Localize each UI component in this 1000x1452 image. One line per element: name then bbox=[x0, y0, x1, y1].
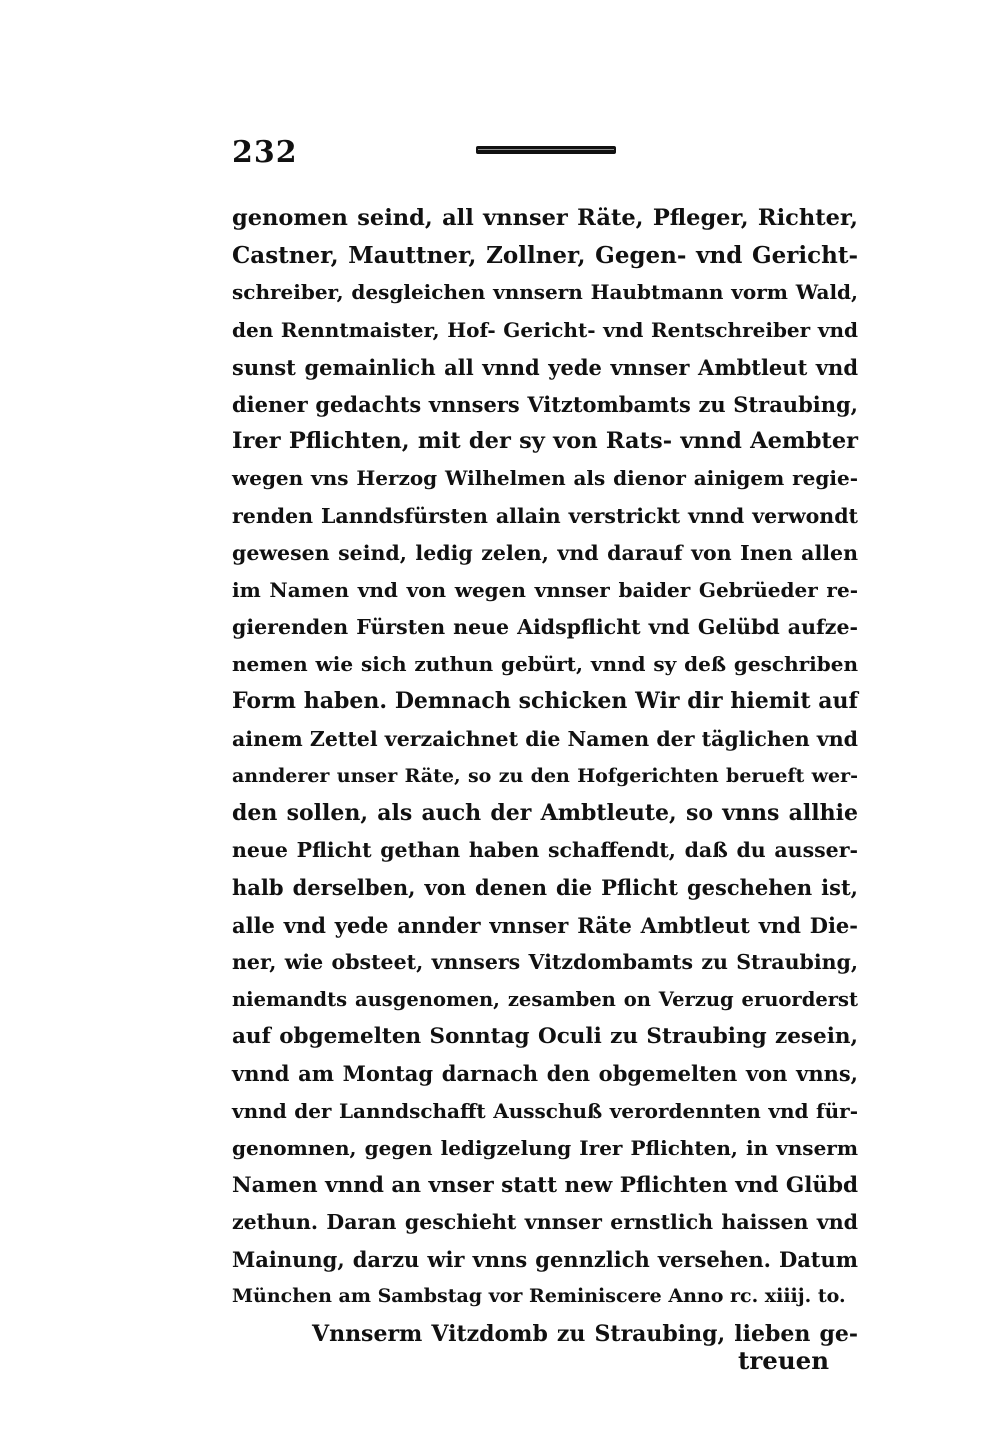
catchword: treuen bbox=[738, 1346, 830, 1375]
text-line: annderer unser Räte, so zu den Hofgerichten berueft wer- bbox=[232, 764, 858, 787]
text-line: München am Sambstag vor Reminiscere Anno rc. xiiij. to. bbox=[232, 1285, 846, 1308]
page-number: 232 bbox=[232, 135, 298, 170]
text-line: diener gedachts vnnsers Vitztombamts zu Straubing, bbox=[232, 391, 858, 417]
text-line: renden Lanndsfürsten allain verstrickt vnnd verwondt bbox=[232, 503, 858, 528]
text-line: Castner, Mauttner, Zollner, Gegen- vnd Gericht- bbox=[232, 242, 858, 270]
text-line: ner, wie obsteet, vnnsers Vitzdombamts zu Straubing, bbox=[232, 949, 858, 974]
text-line: sunst gemainlich all vnnd yede vnnser Ambtleut vnd bbox=[232, 354, 858, 380]
text-line: vnnd am Montag darnach den obgemelten von vnns, bbox=[232, 1061, 858, 1087]
text-line: halb derselben, von denen die Pflicht geschehen ist, bbox=[232, 875, 858, 901]
text-line: nemen wie sich zuthun gebürt, vnnd sy deß geschriben bbox=[232, 652, 858, 677]
text-line: alle vnd yede annder vnnser Räte Ambtleut vnd Die- bbox=[232, 912, 858, 938]
address-line: Vnnserm Vitzdomb zu Straubing, lieben ge- bbox=[312, 1320, 858, 1347]
text-line: ainem Zettel verzaichnet die Namen der täglichen vnd bbox=[232, 726, 858, 751]
text-line: im Namen vnd von wegen vnnser baider Gebrüeder re- bbox=[232, 577, 858, 602]
text-line: neue Pflicht gethan haben schaffendt, daß du ausser- bbox=[232, 838, 858, 863]
text-line: wegen vns Herzog Wilhelmen als dienor ainigem regie- bbox=[232, 466, 858, 491]
body-text bbox=[232, 200, 858, 1353]
text-line: den sollen, als auch der Ambtleute, so vnns allhie bbox=[232, 800, 858, 826]
text-line: schreiber, desgleichen vnnsern Haubtmann vorm Wald, bbox=[232, 280, 858, 305]
text-line: Irer Pflichten, mit der sy von Rats- vnnd Aembter bbox=[232, 428, 858, 455]
text-line: gewesen seind, ledig zelen, vnd darauf von Inen allen bbox=[232, 540, 858, 565]
text-line: genomnen, gegen ledigzelung Irer Pflichten, in vnserm bbox=[232, 1135, 858, 1160]
text-line: genomen seind, all vnnser Räte, Pfleger, Richter, bbox=[232, 205, 858, 231]
text-line: zethun. Daran geschieht vnnser ernstlich haissen vnd bbox=[232, 1210, 858, 1235]
text-line: vnnd der Lanndschafft Ausschuß verordennten vnd für- bbox=[232, 1098, 858, 1123]
text-line: Mainung, darzu wir vnns gennzlich versehen. Datum bbox=[232, 1247, 858, 1273]
text-line: gierenden Fürsten neue Aidspflicht vnd Gelübd aufze- bbox=[232, 615, 858, 640]
text-line: Namen vnnd an vnser statt new Pflichten vnd Glübd bbox=[232, 1172, 859, 1198]
text-line: auf obgemelten Sonntag Oculi zu Straubing zesein, bbox=[232, 1024, 858, 1050]
header-rule bbox=[476, 146, 616, 154]
text-line: Form haben. Demnach schicken Wir dir hiemit auf bbox=[232, 688, 858, 715]
text-line: den Renntmaister, Hof- Gericht- vnd Rentschreiber vnd bbox=[232, 317, 858, 342]
text-line: niemandts ausgenomen, zesamben on Verzug eruorderst bbox=[232, 987, 858, 1011]
